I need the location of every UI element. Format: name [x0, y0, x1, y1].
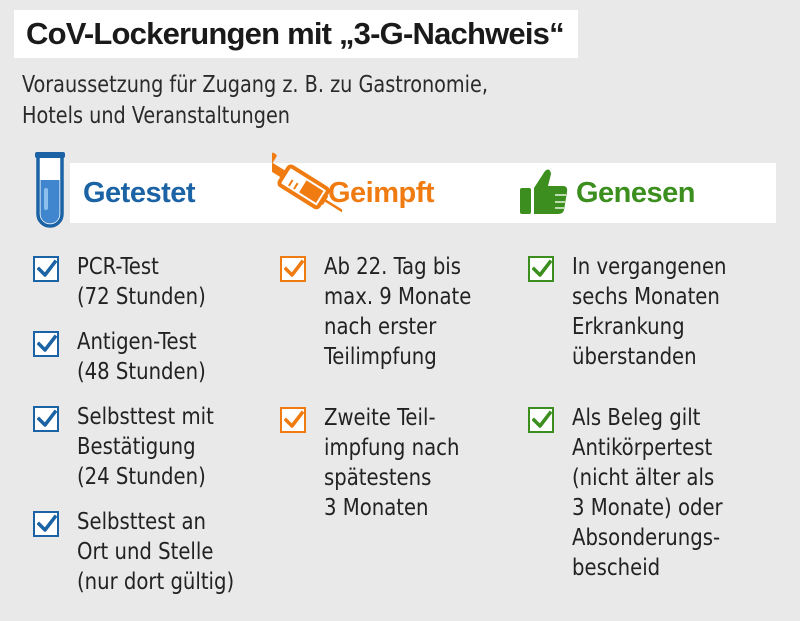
list-genesen — [528, 252, 788, 583]
list-item — [33, 507, 273, 597]
checkbox-checked-icon — [528, 256, 554, 282]
item-text: Ab 22. Tag bis max. 9 Monate nach erster Teilimpfung — [324, 254, 472, 370]
checkbox-checked-icon — [280, 256, 306, 282]
checkbox-checked-icon — [33, 511, 59, 537]
checkbox-checked-icon — [33, 331, 59, 357]
list-item — [280, 252, 520, 372]
list-item — [528, 252, 788, 372]
item-text: Als Beleg gilt Antikörpertest (nicht älter als 3 Monate) oder Absonderungs- bescheid — [572, 405, 723, 581]
checkbox-checked-icon — [33, 256, 59, 282]
checkbox-checked-icon — [528, 407, 554, 433]
item-text: Selbsttest an Ort und Stelle (nur dort gültig) — [77, 509, 235, 595]
checkbox-checked-icon — [33, 406, 59, 432]
heading-genesen: Genesen — [576, 176, 695, 209]
item-text: Zweite Teil- impfung nach spätestens 3 Monaten — [324, 405, 460, 521]
heading-getestet: Getestet — [83, 176, 196, 209]
item-text: In vergangenen sechs Monaten Erkrankung überstanden — [572, 254, 727, 370]
subtitle: Voraussetzung für Zugang z. B. zu Gastronomie, Hotels und Veranstaltungen — [22, 72, 488, 129]
list-item — [528, 403, 788, 583]
list-item — [280, 403, 520, 523]
heading-geimpft: Geimpft — [328, 176, 435, 209]
title-box — [14, 10, 578, 58]
list-item — [33, 327, 273, 387]
list-getestet — [33, 252, 273, 597]
list-item — [33, 252, 273, 312]
test-tube-icon — [30, 150, 70, 236]
item-text: Antigen-Test (48 Stunden) — [77, 329, 206, 385]
thumbs-up-icon — [519, 168, 569, 220]
checkbox-checked-icon — [280, 407, 306, 433]
item-text: PCR-Test (72 Stunden) — [77, 254, 206, 310]
list-geimpft — [280, 252, 520, 523]
item-text: Selbsttest mit Bestätigung (24 Stunden) — [77, 404, 214, 490]
list-item — [33, 402, 273, 492]
page-title: CoV-Lockerungen mit „3-G-Nachweis“ — [26, 16, 564, 51]
